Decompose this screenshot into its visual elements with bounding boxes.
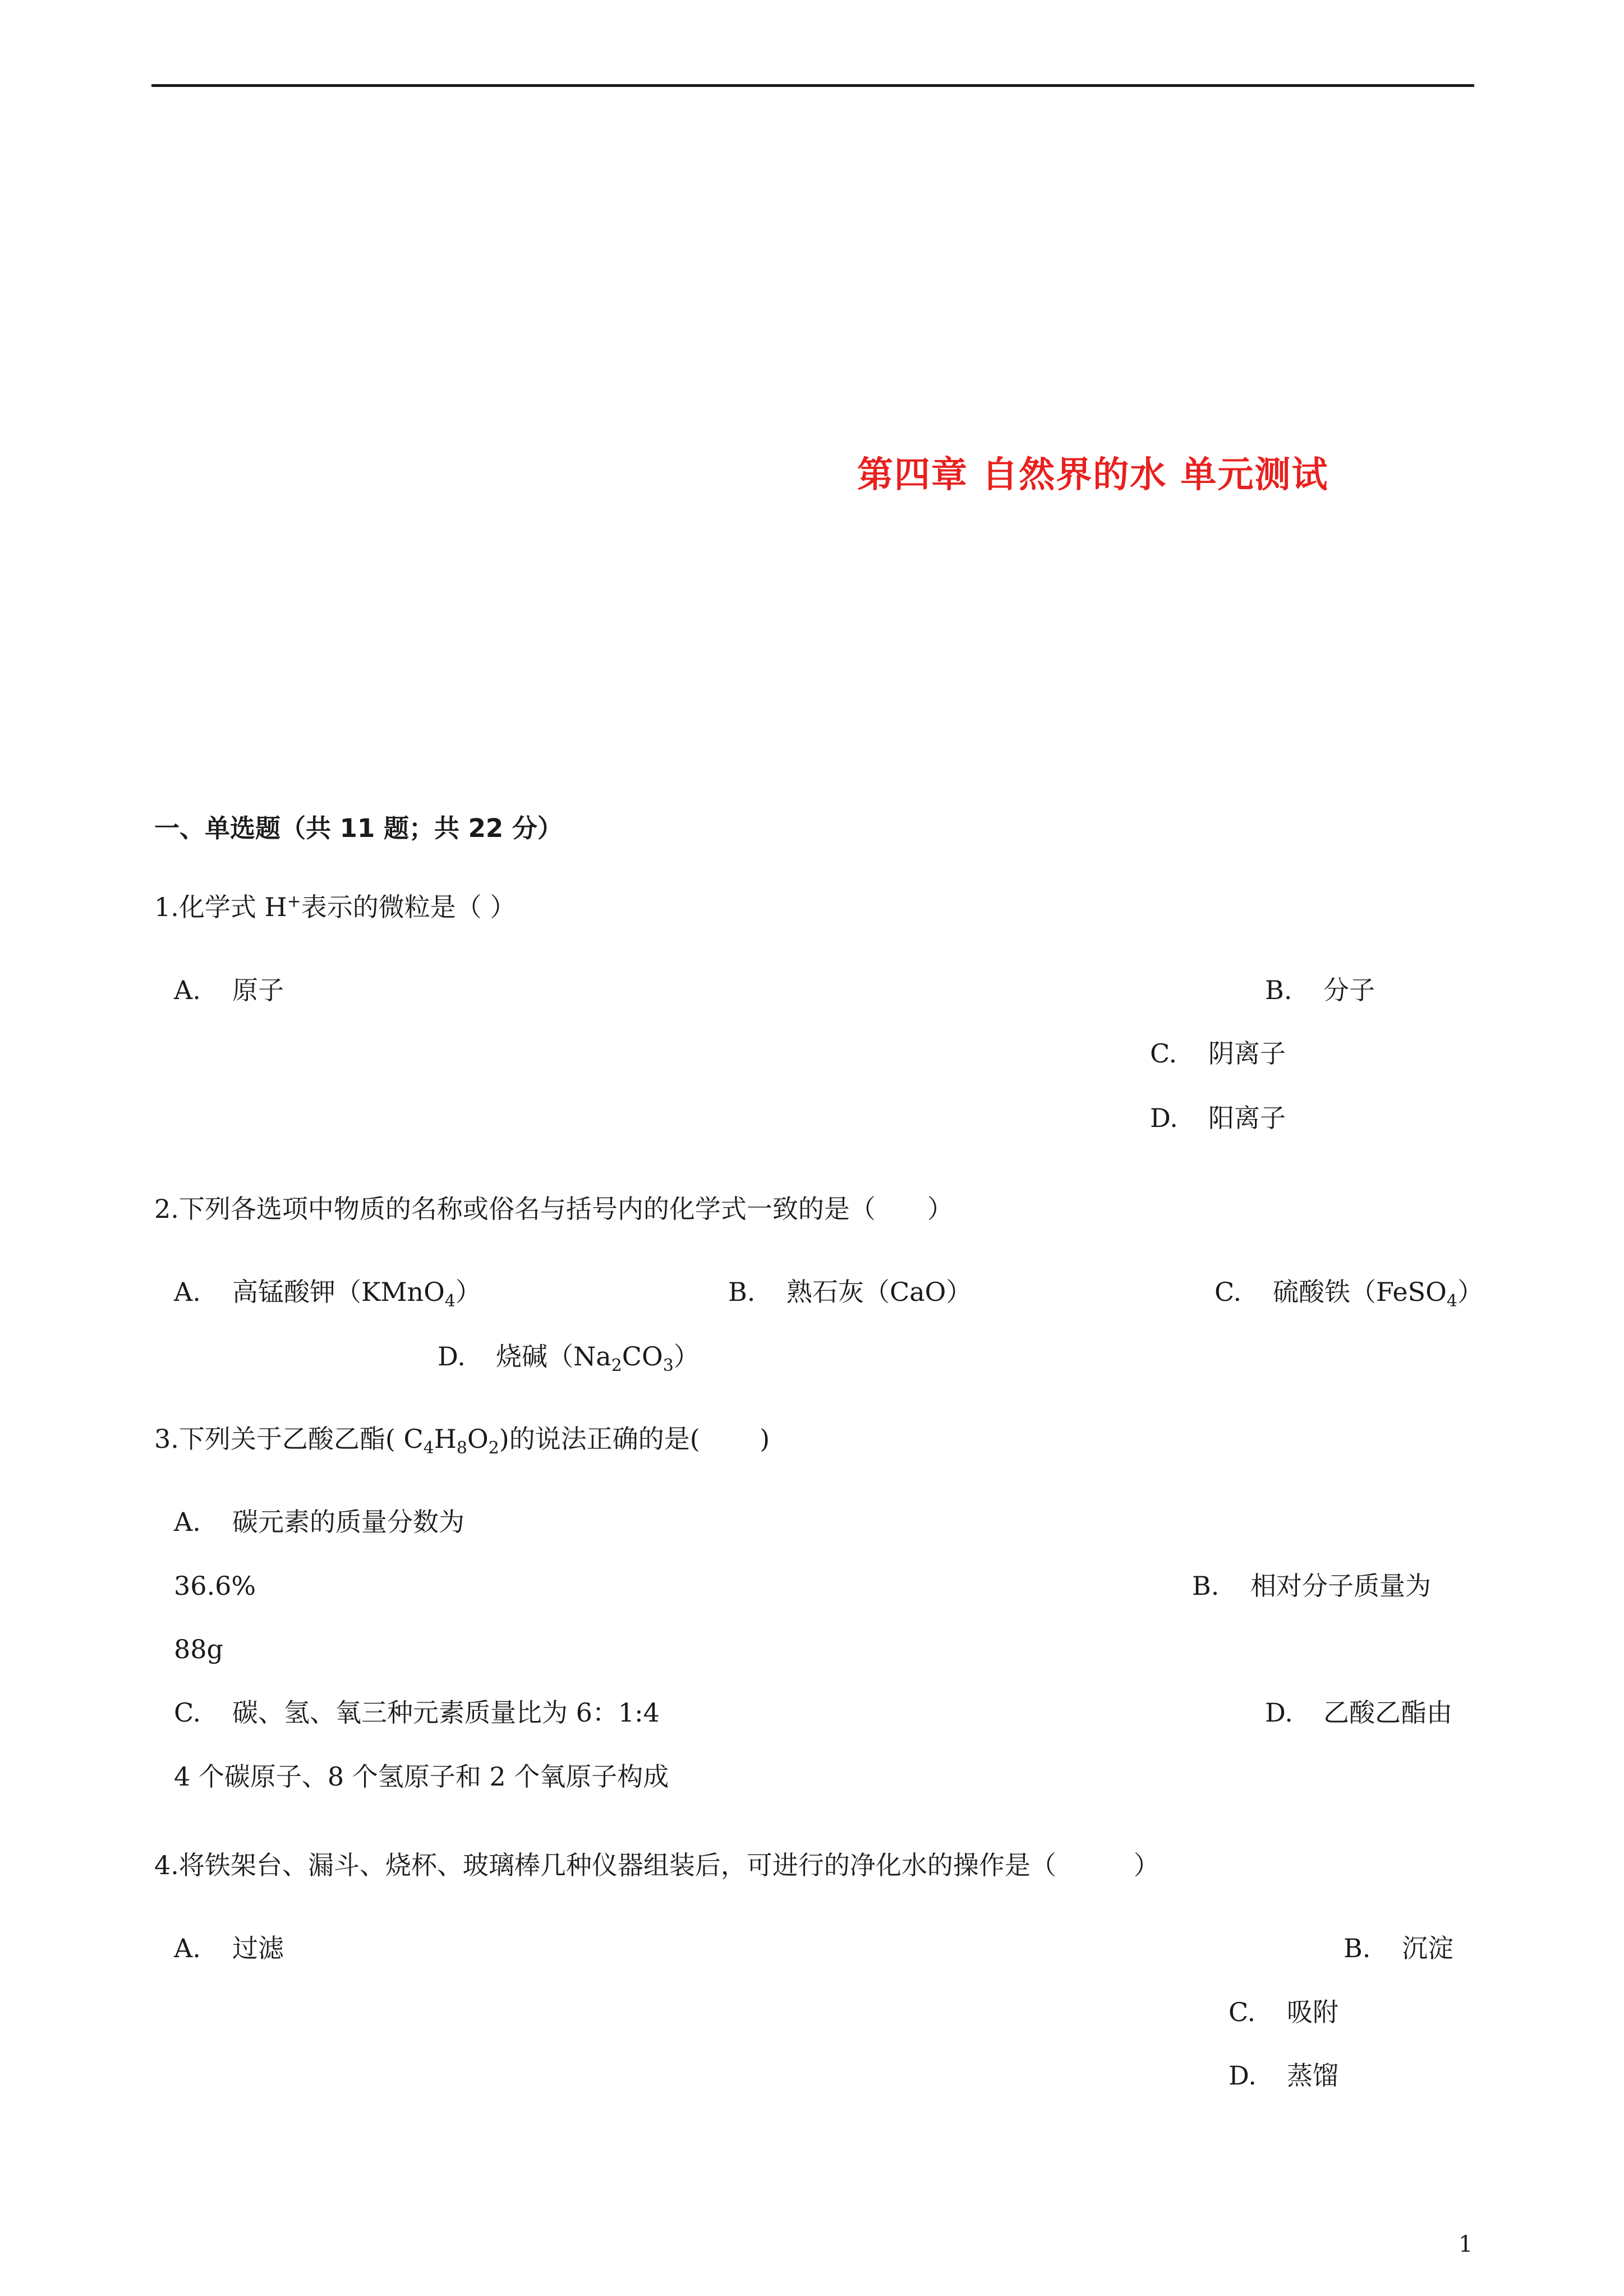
question-4-option-c[interactable]: C. 吸附 bbox=[1229, 1997, 1338, 2027]
question-2-option-d[interactable]: D. 烧碱$(Na_2CO_3)$ bbox=[438, 1341, 700, 1376]
question-1-option-d[interactable]: D. 阳离子 bbox=[1150, 1103, 1286, 1133]
question-1-option-a[interactable]: A. 原子 bbox=[174, 975, 284, 1005]
document-title: 第四章 自然界的水 单元测试 bbox=[857, 454, 1329, 496]
question-2-option-b[interactable]: B. 熟石灰（CaO） bbox=[728, 1277, 972, 1307]
question-3-option-b[interactable]: B. 相对分子质量为 bbox=[1192, 1571, 1431, 1601]
question-4-stem: 4.将铁架台、漏斗、烧杯、玻璃棒几种仪器组装后，可进行的净化水的操作是（ ） bbox=[154, 1850, 1160, 1880]
question-3-option-d-continuation: 4 个碳原子、8 个氢原子和 2 个氧原子构成 bbox=[174, 1761, 669, 1792]
question-2-stem: 2.下列各选项中物质的名称或俗名与括号内的化学式一致的是（ ） bbox=[154, 1194, 953, 1224]
page-number: 1 bbox=[1459, 2231, 1473, 2257]
question-2-option-c[interactable]: C. 硫酸铁（FeSO$_4$） bbox=[1214, 1277, 1483, 1312]
question-4-option-b[interactable]: B. 沉淀 bbox=[1344, 1933, 1453, 1963]
question-1-stem: 1.化学式 H+表示的微粒是（ ） bbox=[154, 891, 516, 922]
question-3-option-a[interactable]: A. 碳元素的质量分数为 bbox=[174, 1507, 464, 1537]
question-4-option-d[interactable]: D. 蒸馏 bbox=[1229, 2060, 1338, 2091]
question-2-option-a[interactable]: A. 高锰酸钾（KMnO$_4$） bbox=[174, 1277, 481, 1312]
question-3-stem: 3.下列关于乙酸乙酯( $C_4H_8O_2$)的说法正确的是( ) bbox=[154, 1424, 770, 1458]
question-1-option-c[interactable]: C. 阴离子 bbox=[1150, 1038, 1286, 1069]
question-1-option-b[interactable]: B. 分子 bbox=[1265, 975, 1375, 1005]
question-3-option-b-continuation: 88g bbox=[174, 1634, 223, 1664]
question-4-option-a[interactable]: A. 过滤 bbox=[174, 1933, 284, 1963]
question-3-option-c[interactable]: C. 碳、氢、氧三种元素质量比为 6：1:4 bbox=[174, 1697, 660, 1728]
header-rule bbox=[151, 84, 1474, 87]
section-heading: 一、单选题（共 11 题；共 22 分） bbox=[154, 813, 563, 843]
question-3-option-a-continuation: 36.6% bbox=[174, 1571, 256, 1601]
question-3-option-d[interactable]: D. 乙酸乙酯由 bbox=[1265, 1697, 1452, 1728]
